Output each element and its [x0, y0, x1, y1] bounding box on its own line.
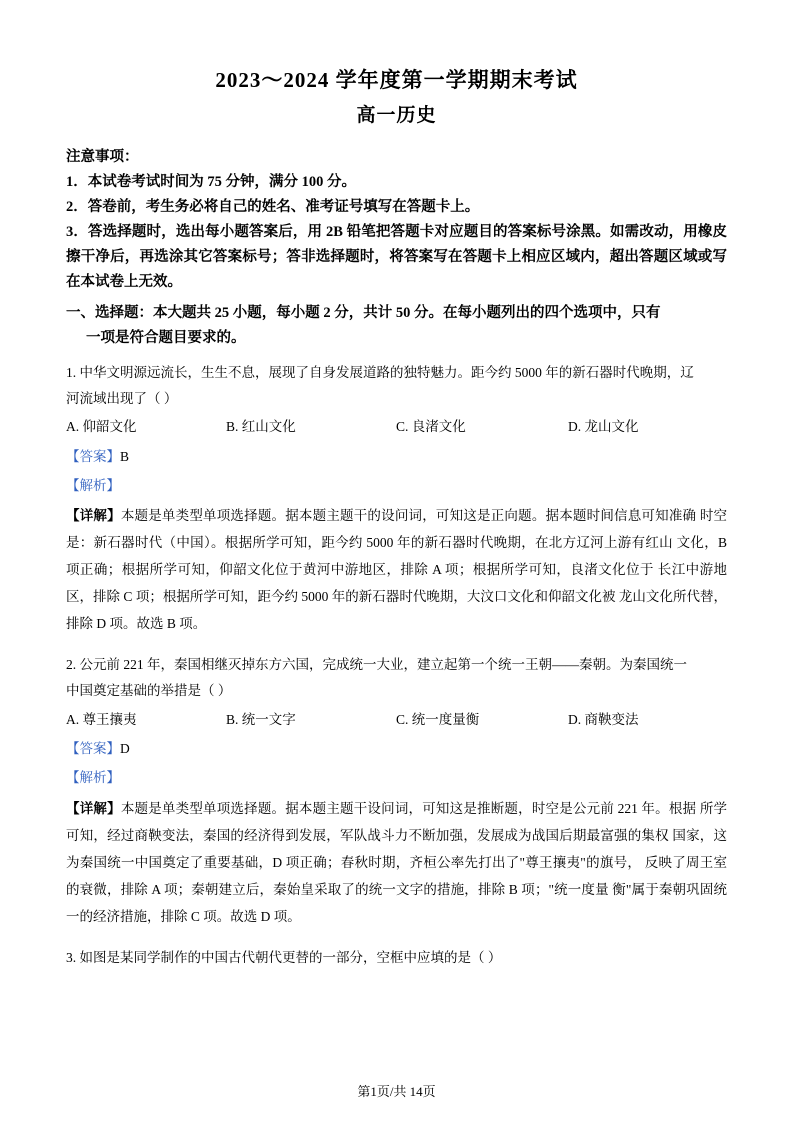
question-2-answer-value: D [120, 741, 130, 757]
question-2-detail-line-3: 国家，这为秦国统一中国奠定了重要基础，D 项正确；春秋时期，齐桓公率先打出了"尊王攘夷"的旗号， [66, 827, 728, 870]
page-footer: 第1页/共 14页 [357, 1084, 436, 1099]
question-1-analysis-label: 【解析】 [66, 477, 120, 493]
question-1-options [66, 414, 727, 440]
question-1-answer [66, 444, 727, 470]
section-heading-line-2: 一项是符合题目要求的。 [86, 329, 246, 346]
section-heading [66, 301, 727, 351]
question-1-option-b[interactable]: B. 红山文化 [226, 419, 296, 435]
question-2-stem [66, 652, 727, 705]
question-2-stem-line-2: 中国奠定基础的举措是（ ） [66, 683, 232, 699]
question-1-stem [66, 360, 727, 413]
page-title: 2023～2024 学年度第一学期期末考试 [215, 68, 578, 92]
spacer [66, 637, 727, 643]
question-1-answer-label: 【答案】 [66, 448, 120, 464]
question-1-detail-line-3: 文化，B 项正确；根据所学可知，仰韶文化位于黄河中游地区，排除 A 项；根据所学可知，良渚文化位于 [66, 535, 727, 578]
question-1-detail-line-5: 龙山文化所代替，排除 D 项。故选 B 项。 [66, 589, 727, 632]
question-2-option-b[interactable]: B. 统一文字 [226, 711, 296, 727]
question-2-detail-line-1: 本题是单类型单项选择题。据本题主题干设问词，可知这是推断题，时空是公元前 221 年。根据 [120, 800, 697, 816]
question-1-detail-line-2: 时空是：新石器时代（中国）。根据所学可知，距今约 5000 年的新石器时代晚期，在北方辽河上游有红山 [66, 508, 728, 551]
notice-heading: 注意事项： [66, 149, 139, 165]
question-2-detail-line-5: 衡"属于秦朝巩固统一的经济措施，排除 C 项。故选 D 项。 [66, 881, 727, 924]
question-1-stem-line-2: 河流域出现了（ ） [66, 390, 178, 406]
question-2-answer [66, 736, 727, 762]
question-1-answer-value: B [120, 448, 130, 464]
question-1-option-c[interactable]: C. 良渚文化 [396, 419, 466, 435]
question-2-analysis-label: 【解析】 [66, 770, 120, 786]
notice-item-1: 1．本试卷考试时间为 75 分钟，满分 100 分。 [66, 174, 356, 190]
question-2-detail-label: 【详解】 [66, 800, 121, 816]
question-1-detail-line-4: 长江中游地区，排除 C 项；根据所学可知，距今约 5000 年的新石器时代晚期，大汶口文化和仰韶文化被 [66, 562, 728, 605]
question-2-options [66, 707, 727, 733]
question-1-option-a[interactable]: A. 仰韶文化 [66, 419, 137, 435]
notice-item-2: 2．答卷前，考生务必将自己的姓名、准考证号填写在答题卡上。 [66, 198, 480, 215]
question-1-detail-label: 【详解】 [66, 508, 121, 524]
question-2-option-d[interactable]: D. 商鞅变法 [568, 711, 639, 727]
question-2-stem-line-1: 2. 公元前 221 年，秦国相继灭掉东方六国，完成统一大业，建立起第一个统一王朝——秦朝。为秦国统一 [66, 657, 687, 673]
page-subtitle: 高一历史 [356, 105, 437, 126]
question-2-option-c[interactable]: C. 统一度量衡 [396, 711, 480, 727]
notice-item-3: 3．答选择题时，选出每小题答案后，用 2B 铅笔把答题卡对应题目的答案标号涂黑。如需改动，用橡皮擦干净后，再选涂其它答案标号；答非选择题时，将答案写在答题卡上相应区域内，超出答题区域或写在本试卷上无效。 [66, 223, 727, 290]
question-1-stem-line-1: 1. 中华文明源远流长，生生不息，展现了自身发展道路的独特魅力。距今约 5000 年的新石器时代晚期，辽 [66, 364, 694, 380]
question-1-detail-line-1: 本题是单类型单项选择题。据本题主题干的设问词，可知这是正向题。据本题时间信息可知准确 [120, 508, 697, 524]
question-1-option-d[interactable]: D. 龙山文化 [568, 419, 639, 435]
question-3-stem-line-1: 3. 如图是某同学制作的中国古代朝代更替的一部分，空框中应填的是（ ） [66, 949, 502, 965]
question-2-answer-label: 【答案】 [66, 741, 120, 757]
question-1-detail [66, 502, 727, 637]
question-2-option-a[interactable]: A. 尊王攘夷 [66, 711, 137, 727]
question-2-detail-line-4: 反映了周王室的衰微，排除 A 项；秦朝建立后，秦始皇采取了的统一文字的措施，排除 B 项；"统一度量 [66, 854, 728, 897]
question-3-stem [66, 945, 727, 971]
question-2-detail-line-2: 所学可知，经过商鞅变法，秦国的经济得到发展，军队战斗力不断加强，发展成为战国后期最富强的集权 [66, 800, 728, 843]
spacer [66, 930, 727, 936]
question-2-detail [66, 795, 727, 930]
section-heading-line-1: 一、选择题：本大题共 25 小题，每小题 2 分，共计 50 分。在每小题列出的四个选项中，只有 [66, 304, 661, 321]
